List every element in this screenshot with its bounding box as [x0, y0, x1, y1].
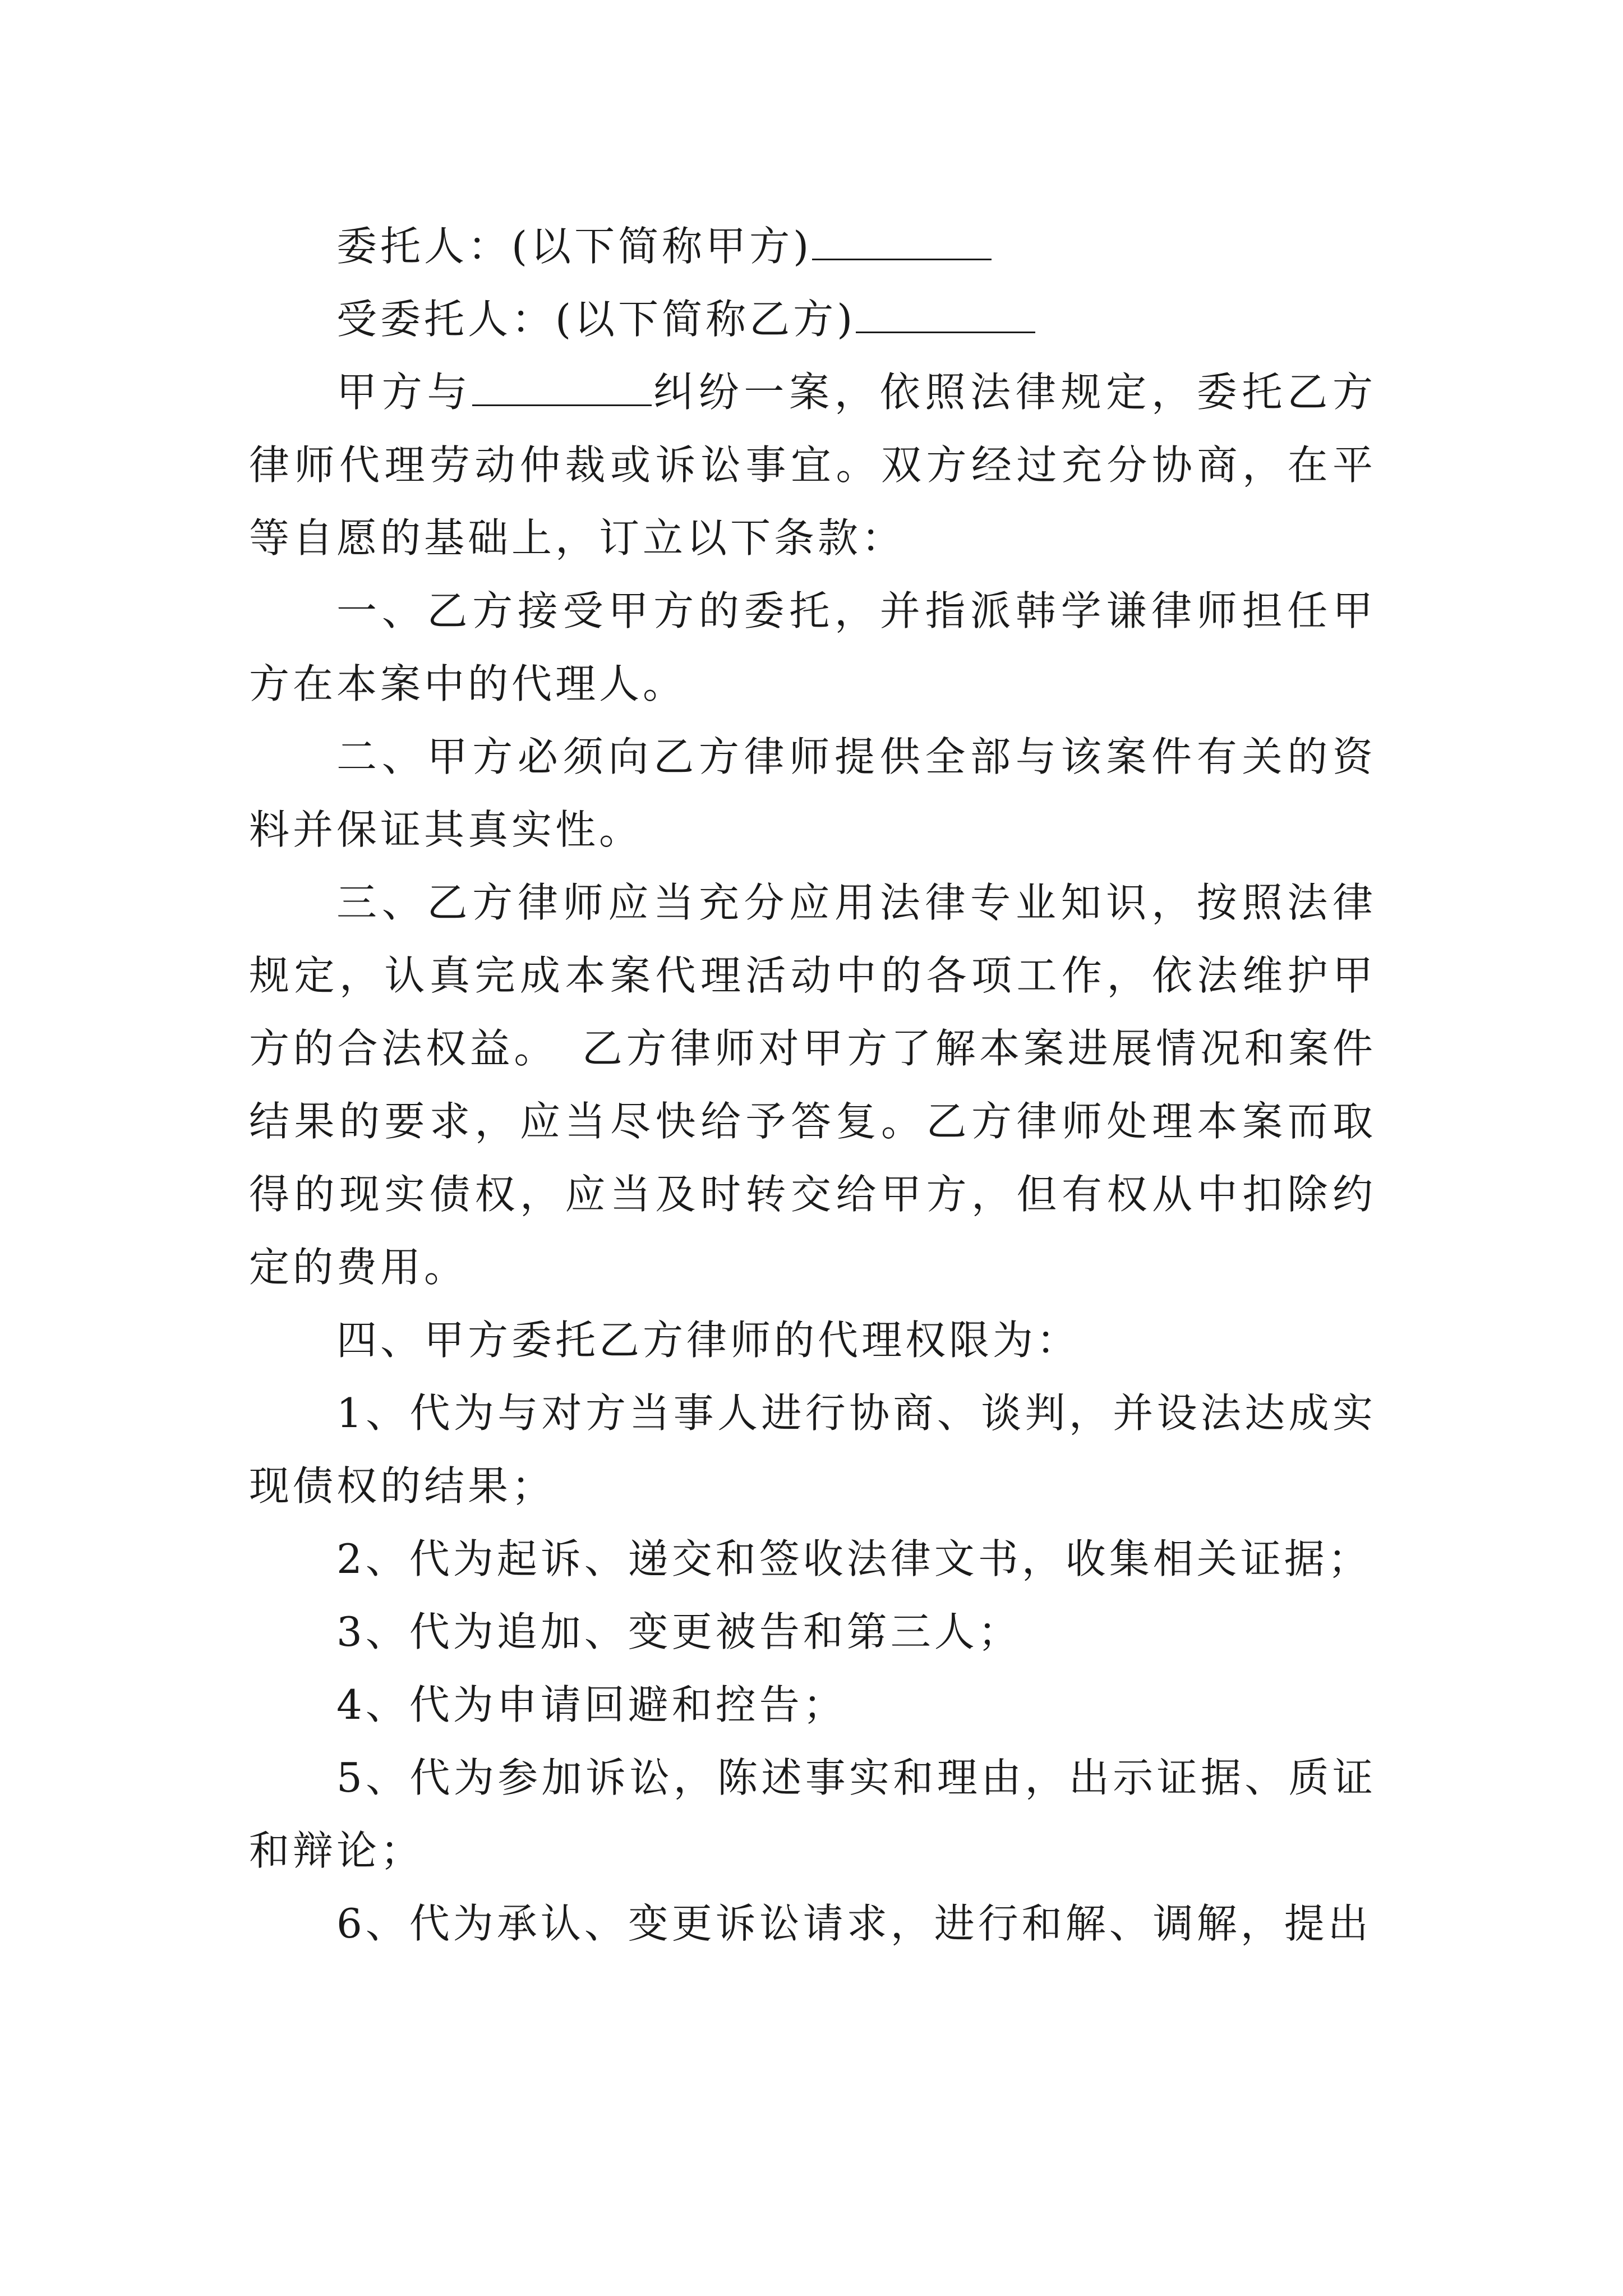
paragraph-clause-4 — [249, 1304, 1376, 1377]
paragraph-text: 纠纷一案，依照法律规定，委托乙方律师代理劳动仲裁或诉讼事宜。双方经过充分协商，在平等自愿的基础上，订立以下条款： — [249, 369, 1376, 562]
document-body — [249, 210, 1376, 1960]
paragraph-text: 四、甲方委托乙方律师的代理权限为： — [336, 1317, 1081, 1364]
fill-in-blank — [472, 371, 652, 406]
paragraph-client — [249, 210, 1376, 283]
paragraph-preamble — [249, 356, 1376, 574]
paragraph-clause-2 — [249, 720, 1376, 866]
paragraph-text: 一、乙方接受甲方的委托，并指派韩学谦律师担任甲方在本案中的代理人。 — [249, 587, 1376, 707]
paragraph-item-4 — [249, 1668, 1376, 1741]
paragraph-text: 6、代为承认、变更诉讼请求，进行和解、调解，提出 — [336, 1900, 1372, 1947]
paragraph-clause-1 — [249, 574, 1376, 720]
paragraph-item-2 — [249, 1522, 1376, 1595]
fill-in-blank — [856, 298, 1035, 333]
paragraph-clause-3 — [249, 866, 1376, 1304]
paragraph-text: 1、代为与对方当事人进行协商、谈判，并设法达成实现债权的结果； — [249, 1389, 1376, 1510]
paragraph-text: 二、甲方必须向乙方律师提供全部与该案件有关的资料并保证其真实性。 — [249, 733, 1376, 853]
paragraph-text: 甲方与 — [336, 369, 473, 416]
paragraph-text: 三、乙方律师应当充分应用法律专业知识，按照法律规定，认真完成本案代理活动中的各项工作，依法维护甲方的合法权益。 乙方律师对甲方了解本案进展情况和案件结果的要求，应当尽快给予答复。乙方律师处理本案而取得的现实债权，应当及时转交给甲方，但有权从中扣除约定的费用。 — [249, 879, 1376, 1291]
paragraph-item-1 — [249, 1377, 1376, 1522]
paragraph-item-5 — [249, 1741, 1376, 1887]
paragraph-item-6 — [249, 1887, 1376, 1960]
paragraph-agent — [249, 283, 1376, 356]
paragraph-text: 委托人：(以下简称甲方) — [336, 223, 813, 270]
paragraph-text: 受委托人：(以下简称乙方) — [336, 296, 856, 343]
paragraph-text: 5、代为参加诉讼，陈述事实和理由，出示证据、质证和辩论； — [249, 1754, 1376, 1874]
paragraph-item-3 — [249, 1595, 1376, 1668]
paragraph-text: 3、代为追加、变更被告和第三人； — [336, 1608, 1022, 1655]
fill-in-blank — [812, 225, 992, 260]
paragraph-text: 2、代为起诉、递交和签收法律文书，收集相关证据； — [336, 1535, 1372, 1582]
paragraph-text: 4、代为申请回避和控告； — [336, 1681, 847, 1728]
